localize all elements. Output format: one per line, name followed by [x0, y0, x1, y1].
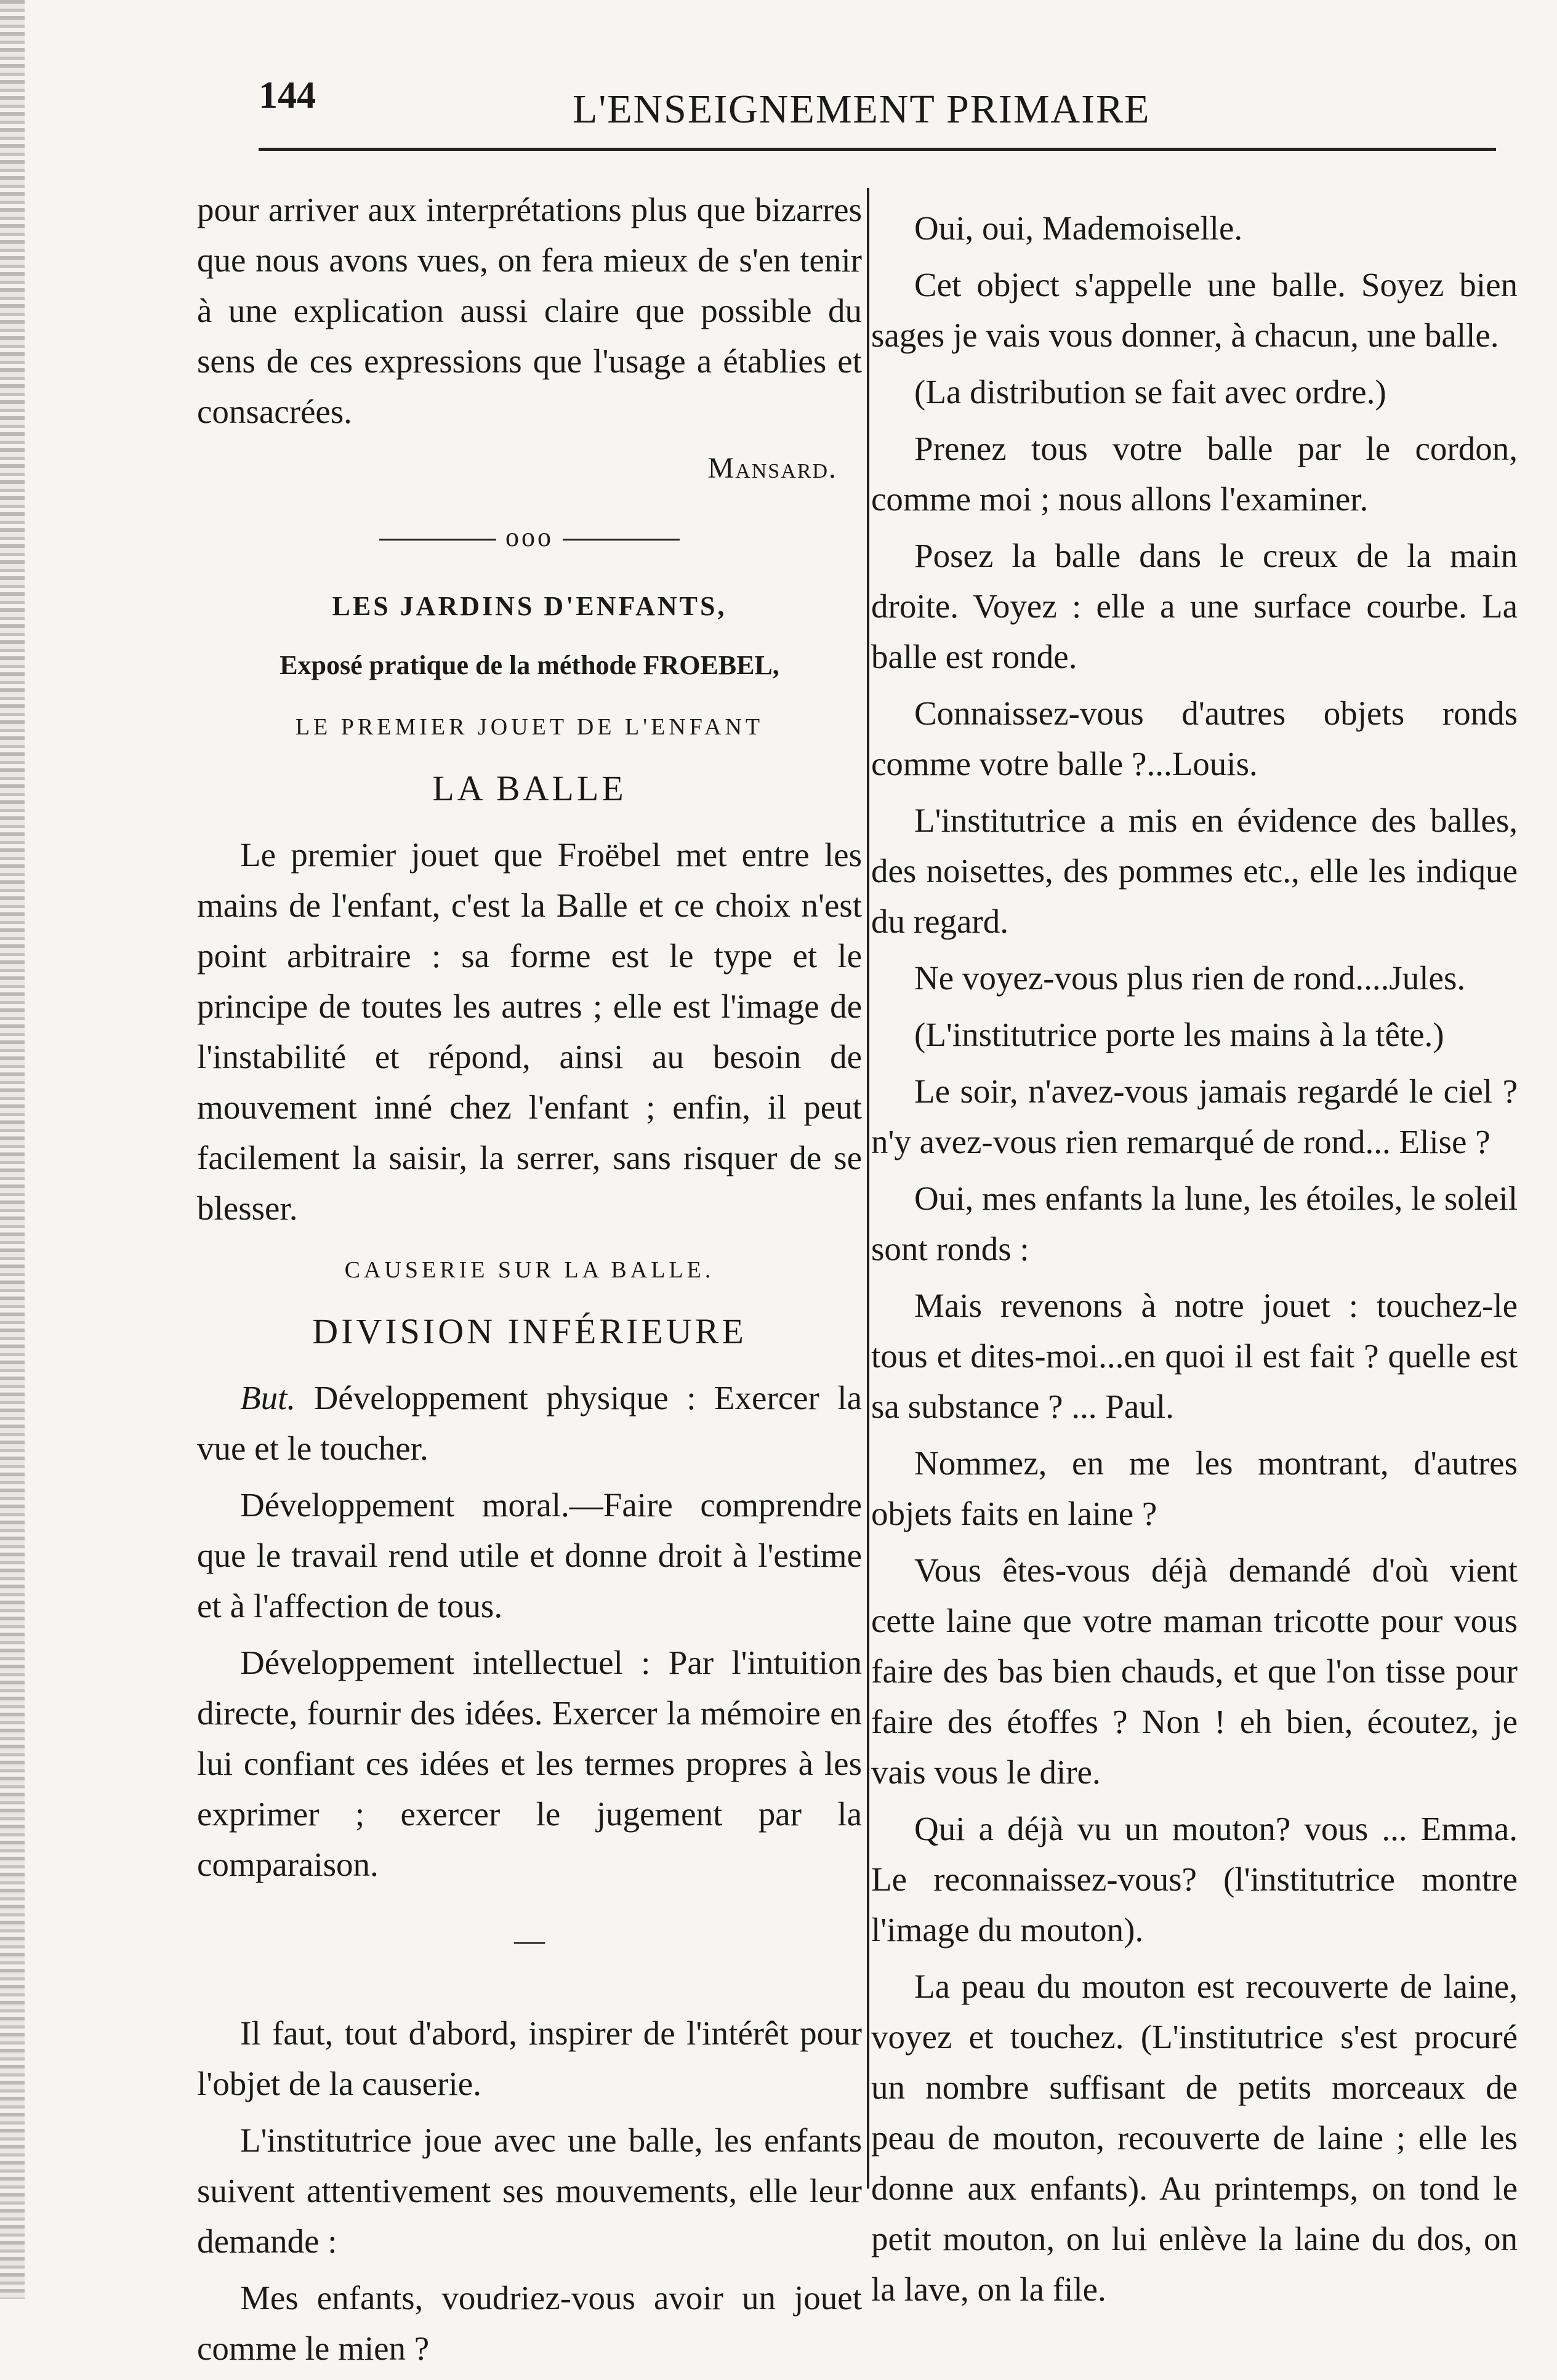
dialogue-paragraph: (L'institutrice porte les mains à la tête.)	[914, 1016, 1444, 1053]
dialogue-paragraph: La peau du mouton est recouverte de laine, voyez et touchez. (L'institutrice s'est procuré un nombre suffisant de petits morceaux de peau de mouton, recouverte de laine ; elle les donne aux enfants). Au printemps, on tond le petit mouton, on lui enlève la laine du dos, on la lave, on la file.	[871, 1968, 1518, 2308]
heading-la-balle: LA BALLE	[432, 768, 627, 808]
but-paragraph	[197, 1373, 862, 1474]
dialogue-paragraph: Prenez tous votre balle par le cordon, comme moi ; nous allons l'examiner.	[871, 430, 1518, 518]
left-column	[197, 185, 862, 2380]
dialogue-paragraph: Le soir, n'avez-vous jamais regardé le ciel ? n'y avez-vous rien remarqué de rond... Elise ?	[871, 1072, 1518, 1160]
but-label: But.	[240, 1379, 296, 1417]
section-kicker: LE PREMIER JOUET DE L'ENFANT	[295, 714, 764, 740]
dialogue-paragraph: Mais revenons à notre jouet : touchez-le tous et dites-moi...en quoi il est fait ? quelle est sa substance ? ... Paul.	[871, 1287, 1518, 1425]
play-paragraph: L'institutrice joue avec une balle, les enfants suivent attentivement ses mouvements, elle leur demande :	[197, 2121, 862, 2260]
dialogue-paragraph: Qui a déjà vu un mouton? vous ... Emma. Le reconnaissez-vous? (l'institutrice montre l'image du mouton).	[871, 1810, 1518, 1948]
section-title: LES JARDINS D'ENFANTS,	[332, 591, 727, 621]
page-header	[259, 62, 1502, 154]
author-signature: Mansard.	[707, 452, 837, 484]
dialogue-paragraph: Nommez, en me les montrant, d'autres objets faits en laine ?	[871, 1444, 1518, 1532]
dialogue-paragraph: Ne voyez-vous plus rien de rond....Jules.	[914, 959, 1466, 997]
balle-paragraph: Le premier jouet que Froëbel met entre les mains de l'enfant, c'est la Balle et ce choix n'est point arbitraire : sa forme est le type et le principe de toutes les autres ; elle est l'image de l'instabilité et répond, ainsi au besoin de mouvement inné chez l'enfant ; enfin, il peut facilement la saisir, la serrer, sans risquer de se blesser.	[197, 836, 862, 1227]
dash-separator: —	[514, 1923, 545, 1957]
dialogue-paragraph: Oui, oui, Mademoiselle.	[914, 209, 1243, 247]
page-number: 144	[259, 74, 316, 116]
dialogue-paragraph: Posez la balle dans le creux de la main droite. Voyez : elle a une surface courbe. La balle est ronde.	[871, 537, 1518, 675]
division-title: DIVISION INFÉRIEURE	[312, 1311, 747, 1351]
scanned-page-edge	[0, 0, 25, 2299]
moral-paragraph: Développement moral.—Faire comprendre que le travail rend utile et donne droit à l'estime et à l'affection de tous.	[197, 1486, 862, 1625]
column-rule	[867, 188, 869, 2189]
but-text: Développement physique : Exercer la vue et le toucher.	[197, 1379, 862, 1467]
header-rule	[259, 148, 1496, 151]
question-paragraph: Mes enfants, voudriez-vous avoir un jouet comme le mien ?	[197, 2279, 862, 2367]
causerie-title: CAUSERIE SUR LA BALLE.	[344, 1257, 715, 1283]
dialogue-paragraph: Connaissez-vous d'autres objets ronds comme votre balle ?...Louis.	[871, 694, 1518, 782]
running-title: L'ENSEIGNEMENT PRIMAIRE	[573, 87, 1151, 132]
dialogue-paragraph: Oui, mes enfants la lune, les étoiles, le soleil sont ronds :	[871, 1180, 1518, 1268]
interest-paragraph: Il faut, tout d'abord, inspirer de l'intérêt pour l'objet de la causerie.	[197, 2014, 862, 2102]
dialogue-paragraph: Vous êtes-vous déjà demandé d'où vient cette laine que votre maman tricotte pour vous faire des bas bien chauds, et que l'on tisse pour faire des étoffes ? Non ! eh bien, écoutez, je vais vous le dire.	[871, 1551, 1518, 1791]
section-separator	[197, 512, 862, 563]
dialogue-paragraph: Cet object s'appelle une balle. Soyez bien sages je vais vous donner, à chacun, une balle.	[871, 266, 1518, 354]
right-column	[871, 203, 1518, 2321]
dialogue-paragraph: L'institutrice a mis en évidence des balles, des noisettes, des pommes etc., elle les indique du regard.	[871, 802, 1518, 940]
intellectual-paragraph: Développement intellectuel : Par l'intuition directe, fournir des idées. Exercer la mémoire en lui confiant ces idées et les termes propres à les exprimer ; exercer le jugement par la comparaison.	[197, 1644, 862, 1883]
dialogue-paragraph: (La distribution se fait avec ordre.)	[914, 373, 1386, 411]
section-subtitle: Exposé pratique de la méthode FROEBEL,	[280, 650, 779, 680]
separator-mark: ooo	[505, 522, 553, 552]
intro-paragraph: pour arriver aux interprétations plus que bizarres que nous avons vues, on fera mieux de s'en tenir à une explication aussi claire que possible du sens de ces expressions que l'usage a établies et consacrées.	[197, 191, 862, 430]
